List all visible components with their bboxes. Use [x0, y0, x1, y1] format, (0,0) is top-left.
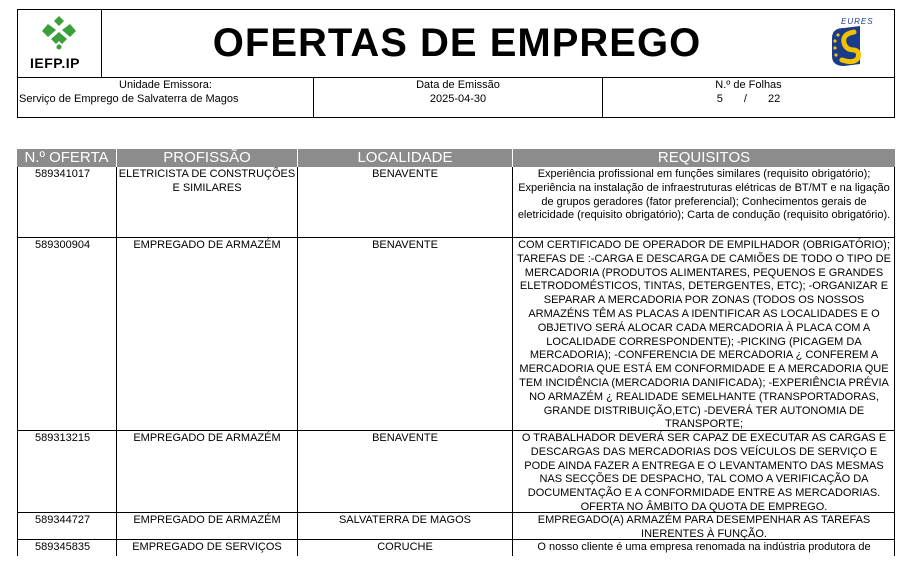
requirements: O TRABALHADOR DEVERÁ SER CAPAZ DE EXECUTAR AS CARGAS E DESCARGAS DAS MERCADORIAS DOS VEÍCULOS DE SERVIÇO E PODE AINDA FAZER A ENTREGA E O LEVANTAMENTO DAS MESMAS NAS SECÇÕES DE DESPACHO, TAL COMO A VERIFICAÇÃO DA DOCUMENTAÇÃO E A CONFORMIDADE ENTRE AS MERCADORIAS. OFERTA NO ÂMBITO DA QUOTA DE EMPREGO.	[521, 432, 887, 512]
iefp-logo	[18, 10, 102, 77]
sheet-separator: /	[743, 93, 747, 105]
sheet-count-value	[603, 93, 894, 105]
sheet-current: 5	[716, 93, 723, 105]
iefp-logo-text: IEFP.IP	[30, 55, 80, 71]
column-header-oferta: N.º OFERTA	[17, 149, 117, 167]
requirements: EMPREGADO(A) ARMAZÉM PARA DESEMPENHAR AS TAREFAS INERENTES À FUNÇÃO.	[537, 514, 871, 539]
title-area	[102, 10, 812, 77]
profession: EMPREGADO DE SERVIÇOS	[117, 540, 298, 556]
table-header	[17, 149, 895, 167]
sheet-count-label: N.º de Folhas	[715, 79, 782, 91]
requirements: O nosso cliente é uma empresa renomada na indústria produtora de	[537, 541, 871, 553]
offer-number: 589300904	[17, 238, 117, 430]
profession: ELETRICISTA DE CONSTRUÇÕES E SIMILARES	[117, 167, 298, 237]
column-header-requisitos: REQUISITOS	[657, 149, 751, 166]
profession: EMPREGADO DE ARMAZÉM	[117, 513, 298, 539]
offer-number: 589341017	[17, 167, 117, 237]
sheet-count-cell	[603, 78, 894, 118]
table-row	[17, 513, 895, 540]
profession: EMPREGADO DE ARMAZÉM	[117, 238, 298, 430]
column-header-profissao: PROFISSÃO	[117, 149, 298, 167]
table-row	[17, 238, 895, 431]
header-info-band	[18, 78, 894, 118]
offer-number: 589313215	[17, 431, 117, 512]
table-row	[17, 167, 895, 238]
issue-date-label: Data de Emissão	[416, 79, 500, 91]
requirements: Experiência profissional em funções similares (requisito obrigatório); Experiência na instalação de infraestruturas elétricas de BT/MT e na ligação de grupos geradores (fator preferencial); Conhecimentos gerais de eletricidade (requisito obrigatório); Carta de condução (requisito obrigatório).	[517, 168, 891, 222]
iefp-logo-icon	[18, 10, 101, 58]
column-header-localidade: LOCALIDADE	[298, 149, 513, 167]
issue-date-cell	[314, 78, 603, 118]
requirements: COM CERTIFICADO DE OPERADOR DE EMPILHADOR (OBRIGATÓRIO); TAREFAS DE :-CARGA E DESCARGA DE CAMIÕES DE TODO O TIPO DE MERCADORIA (PRODUTOS ALIMENTARES, PEQUENOS E GRANDES ELETRODOMÉSTICOS, TINTAS, DETERGENTES, ETC); -ORGANIZAR E SEPARAR A MERCADORIA POR ZONAS (TODOS OS NOSSOS ARMAZÉNS TÊM AS PLACAS A IDENTIFICAR AS LOCALIDADES E O OBJETIVO SERÁ ALOCAR CADA MERCADORIA À PLACA COM A LOCALIDADE CORRESPONDENTE); -PICKING (PICAGEM DA MERCADORIA); -CONFERENCIA DE MERCADORIA ¿ CONFEREM A MERCADORIA QUE ESTÁ EM CONFORMIDADE E A MERCADORIA QUE TEM INCIDÊNCIA (MERCADORIA DANIFICADA); -EXPERIÊNCIA PRÉVIA NO ARMAZÉM ¿ REALIDADE SEMELHANTE (TRANSPORTADORAS, GRANDE DISTRIBUIÇÃO,ETC) -DEVERÁ TER AUTONOMIA DE TRANSPORTE;	[517, 239, 891, 430]
location: BENAVENTE	[298, 167, 513, 237]
eures-logo	[814, 10, 894, 77]
location: CORUCHE	[298, 540, 513, 556]
table-row	[17, 431, 895, 513]
issuing-unit-label: Unidade Emissora:	[119, 79, 212, 91]
eures-logo-icon	[814, 10, 894, 77]
issuing-unit-cell	[18, 78, 314, 118]
location: BENAVENTE	[298, 431, 513, 512]
document-title: OFERTAS DE EMPREGO	[212, 21, 702, 65]
eures-logo-text: EURES	[841, 17, 874, 26]
offer-number: 589345835	[17, 540, 117, 556]
issuing-unit-value: Serviço de Emprego de Salvaterra de Magos	[19, 93, 239, 105]
issue-date-value: 2025-04-30	[429, 93, 487, 105]
profession: EMPREGADO DE ARMAZÉM	[117, 431, 298, 512]
sheet-total: 22	[768, 93, 781, 105]
offer-number: 589344727	[17, 513, 117, 539]
document-header	[17, 9, 895, 118]
table-row	[17, 540, 895, 556]
header-top-band	[18, 10, 894, 78]
location: SALVATERRA DE MAGOS	[298, 513, 513, 539]
location: BENAVENTE	[298, 238, 513, 430]
